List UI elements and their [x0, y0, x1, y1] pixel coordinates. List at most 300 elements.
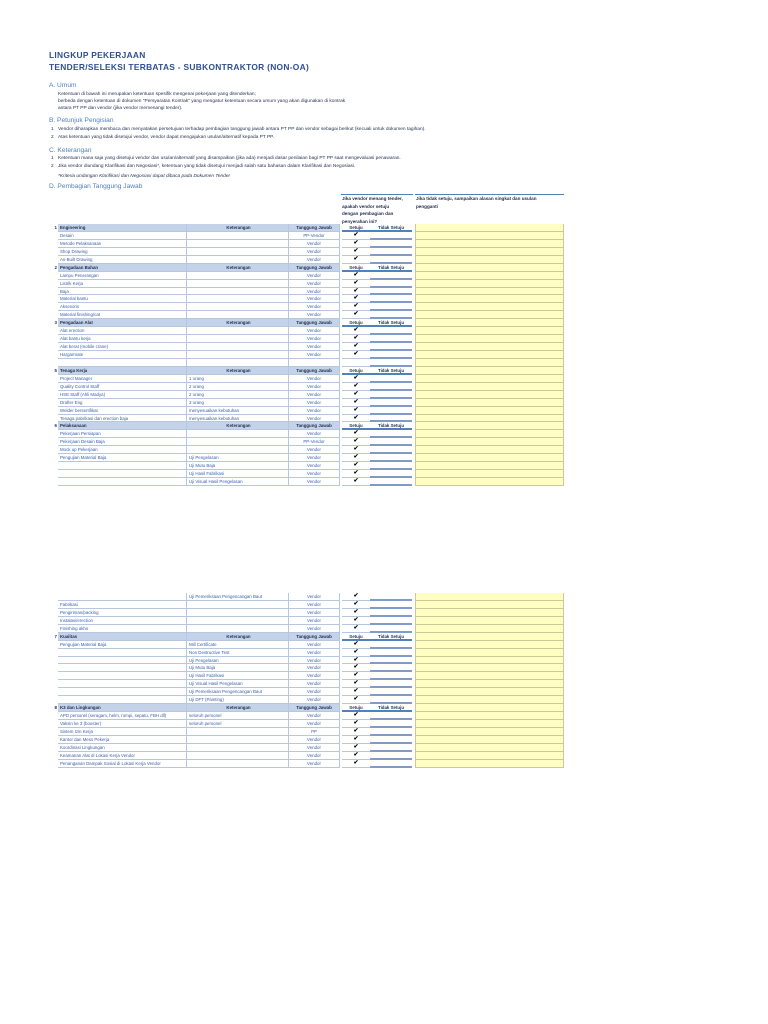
- keterangan-value: [186, 625, 288, 633]
- table-row: [48, 311, 564, 319]
- tidak-setuju-cell[interactable]: [370, 454, 412, 462]
- keterangan-value: [186, 728, 288, 736]
- setuju-check-icon[interactable]: ✔: [342, 593, 370, 601]
- setuju-header: Setuju: [342, 224, 370, 232]
- setuju-check-icon[interactable]: ✔: [342, 415, 370, 423]
- responsibility-value: Vendor: [288, 272, 340, 280]
- reason-input-cell[interactable]: [415, 625, 564, 633]
- responsibility-value: PP: [288, 728, 340, 736]
- work-item: [58, 680, 186, 688]
- table-row: [48, 728, 564, 736]
- setuju-header: Setuju: [342, 704, 370, 712]
- responsibility-value: Vendor: [288, 744, 340, 752]
- tidak-setuju-cell[interactable]: [370, 232, 412, 240]
- responsibility-value: Vendor: [288, 399, 340, 407]
- responsibility-value: Vendor: [288, 593, 340, 601]
- responsibility-value: Vendor: [288, 712, 340, 720]
- setuju-check-icon[interactable]: ✔: [342, 288, 370, 296]
- setuju-check-icon[interactable]: ✔: [342, 752, 370, 760]
- reason-input-cell[interactable]: [415, 728, 564, 736]
- section-c-item-1: Ketentuan mana saja yang disetujui vendor dan usulan/alternatif yang disampaikan (jika ada) menjadi dasar penilaian bagi PT PP saat mengevaluasi penawaran.: [58, 156, 401, 161]
- question-agree-line-4: penyerahan ini?: [342, 218, 378, 224]
- reason-input-cell[interactable]: [415, 704, 564, 712]
- tidak-setuju-cell[interactable]: [370, 351, 412, 359]
- work-item: APD personel (seragam, helm, rompi, sepatu, FBH dll): [58, 712, 186, 720]
- reason-input-cell[interactable]: [415, 720, 564, 728]
- reason-input-cell[interactable]: [415, 359, 564, 367]
- work-item: [58, 696, 186, 704]
- table-row: [48, 593, 564, 601]
- setuju-check-icon[interactable]: ✔: [342, 744, 370, 752]
- reason-input-cell[interactable]: [415, 430, 564, 438]
- tidak-setuju-cell[interactable]: [370, 752, 412, 760]
- work-item: Koordinasi Lingkungan: [58, 744, 186, 752]
- keterangan-value: Uji Pengelasan: [186, 657, 288, 665]
- reason-input-cell[interactable]: [415, 744, 564, 752]
- responsibility-value: Vendor: [288, 240, 340, 248]
- setuju-check-icon[interactable]: ✔: [342, 248, 370, 256]
- setuju-check-icon[interactable]: ✔: [342, 407, 370, 415]
- setuju-header: Setuju: [342, 633, 370, 641]
- responsibility-value: Vendor: [288, 351, 340, 359]
- section-title: K3 dan Lingkungan: [58, 704, 186, 712]
- setuju-check-icon[interactable]: ✔: [342, 720, 370, 728]
- question-reason-line-1: Jika tidak setuju, sampaikan alasan singkat dan usulan: [416, 196, 537, 201]
- keterangan-value: [186, 256, 288, 264]
- responsibility-value: Vendor: [288, 311, 340, 319]
- reason-input-cell[interactable]: [415, 351, 564, 359]
- tidak-setuju-cell[interactable]: [370, 744, 412, 752]
- responsibility-value: Vendor: [288, 649, 340, 657]
- table-section-header: [48, 422, 564, 430]
- work-item: Welder bersertifikat: [58, 407, 186, 415]
- tidak-setuju-cell[interactable]: [370, 736, 412, 744]
- responsibility-value: Vendor: [288, 454, 340, 462]
- reason-input-cell[interactable]: [415, 335, 564, 343]
- table-row: [48, 391, 564, 399]
- work-item: Baja: [58, 288, 186, 296]
- reason-input-cell[interactable]: [415, 256, 564, 264]
- setuju-check-icon[interactable]: ✔: [342, 335, 370, 343]
- reason-input-cell[interactable]: [415, 672, 564, 680]
- reason-input-cell[interactable]: [415, 311, 564, 319]
- tidak-setuju-cell[interactable]: [370, 375, 412, 383]
- setuju-check-icon[interactable]: ✔: [342, 736, 370, 744]
- reason-input-cell[interactable]: [415, 446, 564, 454]
- reason-input-cell[interactable]: [415, 649, 564, 657]
- reason-input-cell[interactable]: [415, 288, 564, 296]
- tidak-setuju-header: Tidak Setuju: [370, 264, 412, 272]
- section-c-note: *Kriteria undangan Klarifikasi dan Negosiasi dapat dibaca pada Dokumen Tender: [58, 174, 231, 179]
- setuju-check-icon[interactable]: ✔: [342, 641, 370, 649]
- setuju-check-icon[interactable]: ✔: [342, 240, 370, 248]
- section-b-num-1: 1: [51, 127, 54, 132]
- responsibility-value: Vendor: [288, 470, 340, 478]
- keterangan-value: Mill Certificate: [186, 641, 288, 649]
- reason-input-cell[interactable]: [415, 295, 564, 303]
- setuju-check-icon[interactable]: ✔: [342, 462, 370, 470]
- tidak-setuju-header: Tidak Setuju: [370, 224, 412, 232]
- table-row: [48, 248, 564, 256]
- responsibility-value: Vendor: [288, 696, 340, 704]
- setuju-check-icon[interactable]: ✔: [342, 617, 370, 625]
- tidak-setuju-cell[interactable]: [370, 383, 412, 391]
- table-row: [48, 415, 564, 423]
- keterangan-value: [186, 736, 288, 744]
- empty-keterangan-cell: [186, 359, 288, 367]
- tidak-setuju-cell[interactable]: [370, 280, 412, 288]
- work-item: Keamanan Alat di Lokasi Kerja Vendor: [58, 752, 186, 760]
- reason-input-cell[interactable]: [415, 303, 564, 311]
- setuju-check-icon[interactable]: ✔: [342, 688, 370, 696]
- tidak-setuju-cell[interactable]: [370, 248, 412, 256]
- table-row: [48, 256, 564, 264]
- setuju-check-icon[interactable]: ✔: [342, 399, 370, 407]
- setuju-check-icon[interactable]: ✔: [342, 657, 370, 665]
- reason-input-cell[interactable]: [415, 391, 564, 399]
- table-row: [48, 407, 564, 415]
- tidak-setuju-cell[interactable]: [370, 649, 412, 657]
- keterangan-value: [186, 752, 288, 760]
- reason-input-cell[interactable]: [415, 696, 564, 704]
- tidak-setuju-cell[interactable]: [370, 617, 412, 625]
- work-item: Pekerjaan Desain Baja: [58, 438, 186, 446]
- table-section-header: [48, 704, 564, 712]
- reason-input-cell[interactable]: [415, 664, 564, 672]
- responsibility-value: Vendor: [288, 280, 340, 288]
- setuju-check-icon[interactable]: ✔: [342, 303, 370, 311]
- empty-item-cell: [58, 359, 186, 367]
- responsibility-value: Vendor: [288, 407, 340, 415]
- section-d-heading: D. Pembagian Tanggung Jawab: [49, 183, 143, 190]
- table-row: [48, 335, 564, 343]
- table-row: [48, 359, 564, 367]
- table-row: [48, 470, 564, 478]
- keterangan-value: [186, 248, 288, 256]
- table-row: [48, 446, 564, 454]
- section-a-line-3: antara PT PP dan vendor (jika vendor memenangi tender).: [58, 106, 183, 111]
- work-item: [58, 649, 186, 657]
- tidak-setuju-cell[interactable]: [370, 625, 412, 633]
- keterangan-value: 1 orang: [186, 375, 288, 383]
- work-item: Instalasi/erection: [58, 617, 186, 625]
- setuju-check-icon[interactable]: ✔: [342, 672, 370, 680]
- keterangan-value: [186, 351, 288, 359]
- work-item: Pengiriman/packing: [58, 609, 186, 617]
- keterangan-header: Keterangan: [186, 319, 288, 327]
- setuju-check-icon[interactable]: ✔: [342, 446, 370, 454]
- keterangan-header: Keterangan: [186, 367, 288, 375]
- setuju-header: Setuju: [342, 264, 370, 272]
- responsibility-value: Vendor: [288, 375, 340, 383]
- table-row: [48, 240, 564, 248]
- reason-input-cell[interactable]: [415, 633, 564, 641]
- reason-input-cell[interactable]: [415, 470, 564, 478]
- question-reason-header: [416, 195, 564, 210]
- setuju-check-icon[interactable]: ✔: [342, 375, 370, 383]
- table-row: [48, 280, 564, 288]
- tidak-setuju-cell[interactable]: [370, 391, 412, 399]
- tidak-setuju-cell[interactable]: [370, 407, 412, 415]
- section-a-heading: A. Umum: [49, 82, 77, 89]
- reason-input-cell[interactable]: [415, 407, 564, 415]
- tidak-setuju-cell[interactable]: [370, 470, 412, 478]
- keterangan-value: 2 orang: [186, 383, 288, 391]
- reason-input-cell[interactable]: [415, 478, 564, 486]
- tidak-setuju-cell[interactable]: [370, 295, 412, 303]
- tidak-setuju-cell[interactable]: [370, 430, 412, 438]
- tidak-setuju-cell[interactable]: [370, 303, 412, 311]
- section-title: Engineering: [58, 224, 186, 232]
- table-row: [48, 295, 564, 303]
- tidak-setuju-cell[interactable]: [370, 327, 412, 335]
- setuju-check-icon[interactable]: ✔: [342, 430, 370, 438]
- reason-input-cell[interactable]: [415, 688, 564, 696]
- table-row: [48, 688, 564, 696]
- setuju-check-icon[interactable]: ✔: [342, 696, 370, 704]
- tidak-setuju-cell[interactable]: [370, 760, 412, 768]
- reason-input-cell[interactable]: [415, 264, 564, 272]
- tidak-setuju-cell[interactable]: [370, 272, 412, 280]
- tidak-setuju-cell[interactable]: [370, 446, 412, 454]
- tidak-setuju-cell[interactable]: [370, 609, 412, 617]
- reason-input-cell[interactable]: [415, 232, 564, 240]
- section-number: 5: [54, 367, 57, 373]
- reason-input-cell[interactable]: [415, 319, 564, 327]
- work-item: Penanganan Dampak Sosial di Lokasi Kerja Vendor: [58, 760, 186, 768]
- reason-input-cell[interactable]: [415, 657, 564, 665]
- setuju-check-icon[interactable]: ✔: [342, 311, 370, 319]
- setuju-check-icon[interactable]: ✔: [342, 272, 370, 280]
- setuju-check-icon[interactable]: ✔: [342, 712, 370, 720]
- tidak-setuju-cell[interactable]: [370, 240, 412, 248]
- setuju-check-icon[interactable]: ✔: [342, 438, 370, 446]
- table-row: [48, 680, 564, 688]
- reason-input-cell[interactable]: [415, 280, 564, 288]
- tidak-setuju-cell[interactable]: [370, 462, 412, 470]
- tidak-setuju-cell[interactable]: [370, 593, 412, 601]
- responsibility-value: Vendor: [288, 601, 340, 609]
- tidak-setuju-cell[interactable]: [370, 641, 412, 649]
- setuju-header: Setuju: [342, 422, 370, 430]
- work-item: Alat erection: [58, 327, 186, 335]
- reason-input-cell[interactable]: [415, 375, 564, 383]
- reason-input-cell[interactable]: [415, 617, 564, 625]
- setuju-check-icon[interactable]: ✔: [342, 295, 370, 303]
- keterangan-value: [186, 744, 288, 752]
- tidak-setuju-cell[interactable]: [370, 688, 412, 696]
- work-item: Alat berat (mobile crane): [58, 343, 186, 351]
- setuju-check-icon[interactable]: ✔: [342, 470, 370, 478]
- reason-input-cell[interactable]: [415, 272, 564, 280]
- tidak-setuju-cell[interactable]: [370, 415, 412, 423]
- reason-input-cell[interactable]: [415, 383, 564, 391]
- tidak-setuju-header: Tidak Setuju: [370, 633, 412, 641]
- empty-responsibility-cell: [288, 359, 340, 367]
- setuju-check-icon[interactable]: ✔: [342, 391, 370, 399]
- tidak-setuju-cell[interactable]: [370, 720, 412, 728]
- responsibility-value: PP-Vendor: [288, 232, 340, 240]
- tidak-setuju-cell[interactable]: [370, 438, 412, 446]
- reason-input-cell[interactable]: [415, 752, 564, 760]
- reason-input-cell[interactable]: [415, 240, 564, 248]
- tidak-setuju-cell[interactable]: [370, 696, 412, 704]
- setuju-check-icon[interactable]: ✔: [342, 383, 370, 391]
- responsibility-value: Vendor: [288, 248, 340, 256]
- reason-input-cell[interactable]: [415, 641, 564, 649]
- setuju-check-icon[interactable]: ✔: [342, 256, 370, 264]
- keterangan-value: menyesuaikan kebutuhan: [186, 407, 288, 415]
- reason-input-cell[interactable]: [415, 415, 564, 423]
- keterangan-value: [186, 430, 288, 438]
- setuju-check-icon[interactable]: ✔: [342, 454, 370, 462]
- reason-input-cell[interactable]: [415, 593, 564, 601]
- reason-input-cell[interactable]: [415, 422, 564, 430]
- work-item: Desain: [58, 232, 186, 240]
- responsibility-value: Vendor: [288, 664, 340, 672]
- reason-input-cell[interactable]: [415, 343, 564, 351]
- keterangan-value: Uji Pengelasan: [186, 454, 288, 462]
- table-row: [48, 744, 564, 752]
- reason-input-cell[interactable]: [415, 454, 564, 462]
- responsibility-value: Vendor: [288, 303, 340, 311]
- setuju-check-icon[interactable]: ✔: [342, 351, 370, 359]
- table-row: [48, 383, 564, 391]
- reason-input-cell[interactable]: [415, 680, 564, 688]
- table-row: [48, 649, 564, 657]
- table-row: [48, 641, 564, 649]
- responsibility-value: Vendor: [288, 415, 340, 423]
- reason-input-cell[interactable]: [415, 367, 564, 375]
- tidak-setuju-header: Tidak Setuju: [370, 704, 412, 712]
- table-row: [48, 720, 564, 728]
- keterangan-value: [186, 438, 288, 446]
- section-number: 1: [54, 225, 57, 230]
- tidak-setuju-cell[interactable]: [370, 256, 412, 264]
- tidak-setuju-cell[interactable]: [370, 657, 412, 665]
- tidak-setuju-cell[interactable]: [370, 335, 412, 343]
- tidak-setuju-cell[interactable]: [370, 399, 412, 407]
- reason-input-cell[interactable]: [415, 712, 564, 720]
- setuju-check-icon[interactable]: ✔: [342, 327, 370, 335]
- table-row: [48, 375, 564, 383]
- section-number: 8: [54, 705, 57, 711]
- keterangan-value: [186, 601, 288, 609]
- work-item: [58, 478, 186, 486]
- reason-input-cell[interactable]: [415, 248, 564, 256]
- section-b-item-1: Vendor diharapkan membaca dan menyatakan persetujuan terhadap pembagian tanggung jawab antara PT PP dan vendor sebagai berikut (kecuali untuk dokumen tagihan).: [58, 127, 426, 132]
- tidak-setuju-cell[interactable]: [370, 712, 412, 720]
- document-subtitle: TENDER/SELEKSI TERBATAS - SUBKONTRAKTOR (NON-OA): [49, 62, 310, 72]
- work-item: [58, 688, 186, 696]
- keterangan-value: Uji Visual Hasil Pengelasan: [186, 680, 288, 688]
- work-item: Vaksin ke 3 (booster): [58, 720, 186, 728]
- work-item: Mock up Pekerjaan: [58, 446, 186, 454]
- keterangan-value: Uji Mutu Baja: [186, 462, 288, 470]
- document-title: LINGKUP PEKERJAAN: [49, 50, 146, 60]
- keterangan-value: [186, 288, 288, 296]
- table-row: [48, 609, 564, 617]
- keterangan-value: Uji Mutu Baja: [186, 664, 288, 672]
- keterangan-value: [186, 617, 288, 625]
- setuju-check-icon[interactable]: ✔: [342, 478, 370, 486]
- section-b-item-2: Atas ketentuan yang tidak disetujui vendor, vendor dapat mengajukan usulan/alternatif kepada PT PP.: [58, 135, 275, 140]
- reason-input-cell[interactable]: [415, 462, 564, 470]
- tidak-setuju-cell[interactable]: [370, 288, 412, 296]
- setuju-check-icon[interactable]: ✔: [342, 609, 370, 617]
- work-item: [58, 664, 186, 672]
- work-item: Fabrikasi: [58, 601, 186, 609]
- tidak-setuju-cell[interactable]: [370, 728, 412, 736]
- reason-input-cell[interactable]: [415, 609, 564, 617]
- responsibility-table-top: [48, 224, 564, 486]
- setuju-check-icon[interactable]: ✔: [342, 343, 370, 351]
- setuju-check-icon[interactable]: ✔: [342, 728, 370, 736]
- reason-input-cell[interactable]: [415, 438, 564, 446]
- tidak-setuju-cell[interactable]: [370, 478, 412, 486]
- work-item: Project Manager: [58, 375, 186, 383]
- tanggung-jawab-header: Tanggung Jawab: [288, 422, 340, 430]
- work-item: Kantor dan Mess Pekerja: [58, 736, 186, 744]
- reason-input-cell[interactable]: [415, 760, 564, 768]
- setuju-check-icon[interactable]: ✔: [342, 664, 370, 672]
- keterangan-value: [186, 303, 288, 311]
- tidak-setuju-cell[interactable]: [370, 601, 412, 609]
- responsibility-value: Vendor: [288, 478, 340, 486]
- section-c-heading: C. Keterangan: [49, 147, 92, 154]
- responsibility-value: Vendor: [288, 760, 340, 768]
- tidak-setuju-cell[interactable]: [370, 680, 412, 688]
- keterangan-value: [186, 446, 288, 454]
- setuju-check-icon[interactable]: ✔: [342, 760, 370, 768]
- keterangan-value: Uji Visual Hasil Pengelasan: [186, 478, 288, 486]
- keterangan-value: 3 orang: [186, 399, 288, 407]
- reason-input-cell[interactable]: [415, 399, 564, 407]
- section-title: Pengadaan Alat: [58, 319, 186, 327]
- keterangan-value: Uji DFT (Painting): [186, 696, 288, 704]
- tanggung-jawab-header: Tanggung Jawab: [288, 367, 340, 375]
- responsibility-table-bottom: [48, 593, 564, 768]
- reason-input-cell[interactable]: [415, 327, 564, 335]
- table-row: [48, 696, 564, 704]
- reason-input-cell[interactable]: [415, 736, 564, 744]
- tidak-setuju-cell[interactable]: [370, 664, 412, 672]
- tidak-setuju-cell[interactable]: [370, 672, 412, 680]
- keterangan-header: Keterangan: [186, 704, 288, 712]
- table-row: [48, 288, 564, 296]
- question-agree-line-2: apakah vendor setuju: [342, 203, 390, 209]
- responsibility-value: Vendor: [288, 617, 340, 625]
- responsibility-value: Vendor: [288, 430, 340, 438]
- reason-input-cell[interactable]: [415, 224, 564, 232]
- keterangan-value: [186, 232, 288, 240]
- setuju-check-icon[interactable]: ✔: [342, 601, 370, 609]
- setuju-check-icon[interactable]: ✔: [342, 649, 370, 657]
- responsibility-value: Vendor: [288, 288, 340, 296]
- responsibility-value: Vendor: [288, 462, 340, 470]
- tidak-setuju-cell[interactable]: [370, 343, 412, 351]
- setuju-check-icon[interactable]: ✔: [342, 680, 370, 688]
- setuju-check-icon[interactable]: ✔: [342, 280, 370, 288]
- table-section-header: [48, 633, 564, 641]
- setuju-check-icon[interactable]: ✔: [342, 625, 370, 633]
- tanggung-jawab-header: Tanggung Jawab: [288, 319, 340, 327]
- reason-input-cell[interactable]: [415, 601, 564, 609]
- empty-setuju-cell: [342, 359, 370, 367]
- responsibility-value: Vendor: [288, 688, 340, 696]
- setuju-check-icon[interactable]: ✔: [342, 232, 370, 240]
- tidak-setuju-cell[interactable]: [370, 311, 412, 319]
